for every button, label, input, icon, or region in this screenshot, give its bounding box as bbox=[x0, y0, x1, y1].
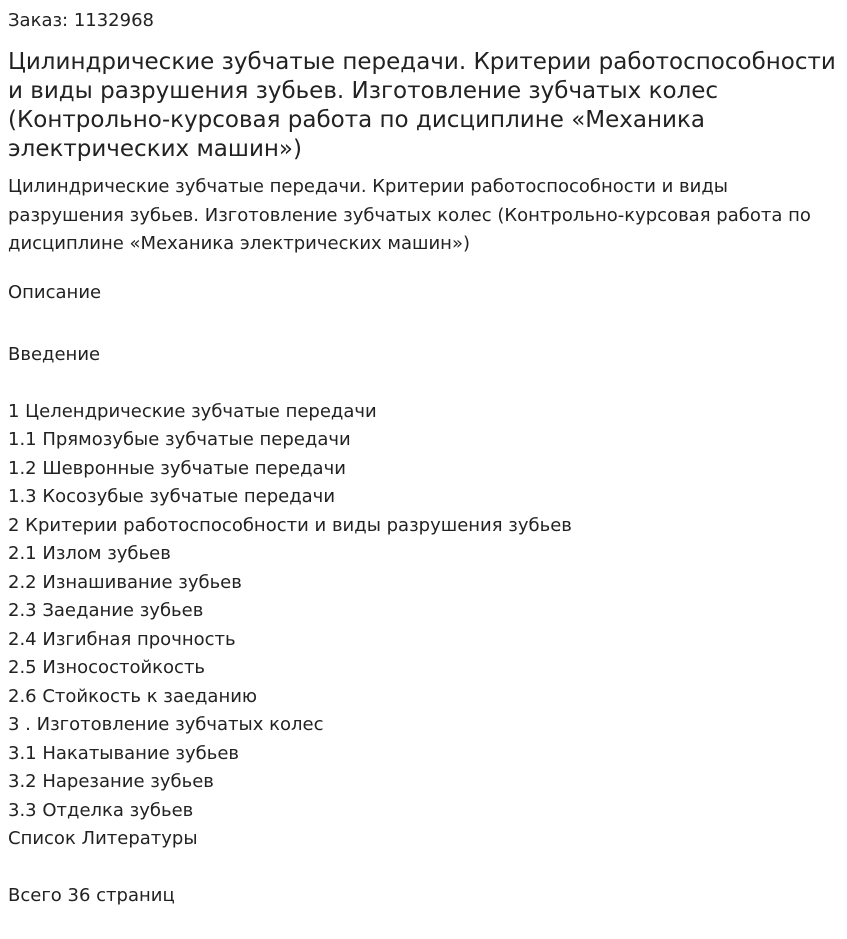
document-title: Цилиндрические зубчатые передачи. Критерии работоспособности и виды разрушения зубьев. Изготовление зубчатых колес (Контрольно-курсовая работа по дисциплине «Механика электрических машин») bbox=[8, 49, 836, 162]
spacer bbox=[8, 307, 839, 341]
document-summary: Цилиндрические зубчатые передачи. Критерии работоспособности и виды разрушения зубьев. Изготовление зубчатых колес (Контрольно-курсовая работа по дисциплине «Механика электрических машин») bbox=[8, 176, 811, 254]
page-count: Всего 36 страниц bbox=[8, 884, 175, 906]
order-number: Заказ: 1132968 bbox=[8, 10, 154, 31]
toc-item: 2.5 Износостойкость bbox=[8, 657, 206, 678]
toc-item: 2.3 Заедание зубьев bbox=[8, 600, 204, 621]
toc-item: 1.3 Косозубые зубчатые передачи bbox=[8, 486, 336, 507]
toc-item: 2 Критерии работоспособности и виды разрушения зубьев bbox=[8, 514, 572, 536]
description-heading: Описание bbox=[8, 281, 102, 303]
table-of-contents bbox=[8, 398, 839, 854]
toc-item: 3.3 Отделка зубьев bbox=[8, 799, 194, 821]
toc-item: 3.2 Нарезание зубьев bbox=[8, 771, 214, 792]
toc-item: 2.6 Стойкость к заеданию bbox=[8, 685, 258, 707]
toc-item: 1 Целендрические зубчатые передачи bbox=[8, 400, 377, 422]
toc-item: 3.1 Накатывание зубьев bbox=[8, 742, 240, 764]
toc-intro: Введение bbox=[8, 343, 101, 365]
toc-item: 2.4 Изгибная прочность bbox=[8, 628, 236, 650]
toc-item: 2.1 Излом зубьев bbox=[8, 543, 171, 564]
toc-item: 1.2 Шевронные зубчатые передачи bbox=[8, 457, 346, 479]
toc-item: 2.2 Изнашивание зубьев bbox=[8, 571, 242, 593]
toc-item: Список Литературы bbox=[8, 828, 198, 849]
toc-item: 3 . Изготовление зубчатых колес bbox=[8, 714, 324, 735]
toc-item: 1.1 Прямозубые зубчатые передачи bbox=[8, 429, 351, 450]
